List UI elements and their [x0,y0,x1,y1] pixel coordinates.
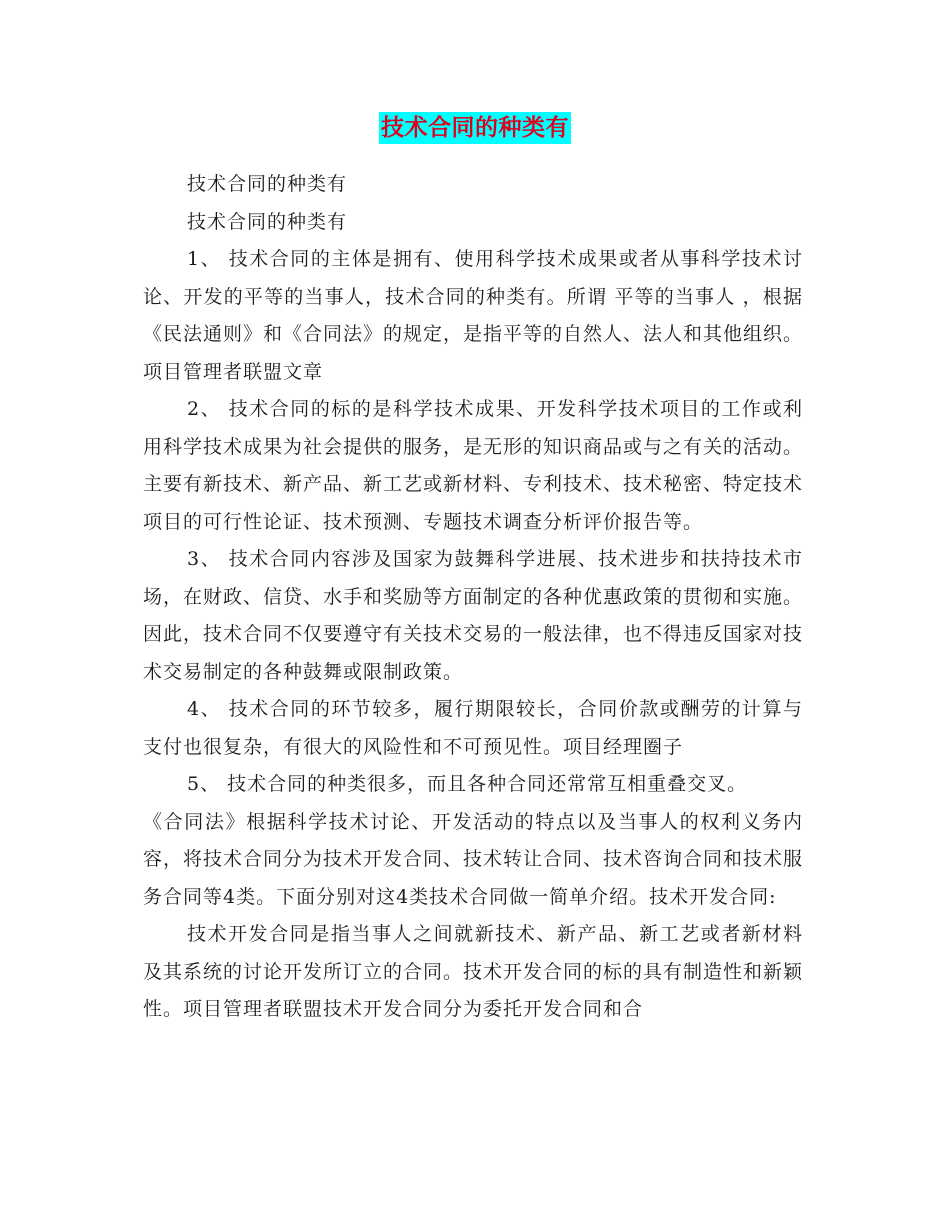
paragraph-item-1: 1、 技术合同的主体是拥有、使用科学技术成果或者从事科学技术讨论、开发的平等的当事人，技术合同的种类有。所谓 平等的当事人 ，根据《民法通则》和《合同法》的规定，是指平等的自然人、法人和其他组织。项目管理者联盟文章 [143,248,804,383]
paragraph-subtitle-1: 技术合同的种类有 [187,173,348,195]
title-container [0,112,950,144]
paragraph-item-2: 2、 技术合同的标的是科学技术成果、开发科学技术项目的工作或利用科学技术成果为社会提供的服务，是无形的知识商品或与之有关的活动。主要有新技术、新产品、新工艺或新材料、专利技术、技术秘密、特定技术项目的可行性论证、技术预测、专题技术调查分析评价报告等。 [143,398,804,533]
paragraph-item-4: 4、 技术合同的环节较多，履行期限较长，合同价款或酬劳的计算与支付也很复杂，有很大的风险性和不可预见性。项目经理圈子 [143,698,803,758]
document-body [143,166,803,1029]
paragraph-item-3: 3、 技术合同内容涉及国家为鼓舞科学进展、技术进步和扶持技术市场，在财政、信贷、水手和奖励等方面制定的各种优惠政策的贯彻和实施。因此，技术合同不仅要遵守有关技术交易的一般法律，也不得违反国家对技术交易制定的各种鼓舞或限制政策。 [143,548,804,683]
paragraph-development-contract: 技术开发合同是指当事人之间就新技术、新产品、新工艺或者新材料及其系统的讨论开发所订立的合同。技术开发合同的标的具有制造性和新颖性。项目管理者联盟技术开发合同分为委托开发合同和合 [143,923,804,1020]
paragraph-contract-law: 《合同法》根据科学技术讨论、开发活动的特点以及当事人的权利义务内容，将技术合同分为技术开发合同、技术转让合同、技术咨询合同和技术服务合同等4类。下面分别对这4类技术合同做一简单介绍。技术开发合同: [143,810,804,908]
paragraph-subtitle-2: 技术合同的种类有 [187,210,348,233]
document-title: 技术合同的种类有 [379,112,571,144]
paragraph-item-5: 5、 技术合同的种类很多，而且各种合同还常常互相重叠交叉。 [187,773,748,795]
